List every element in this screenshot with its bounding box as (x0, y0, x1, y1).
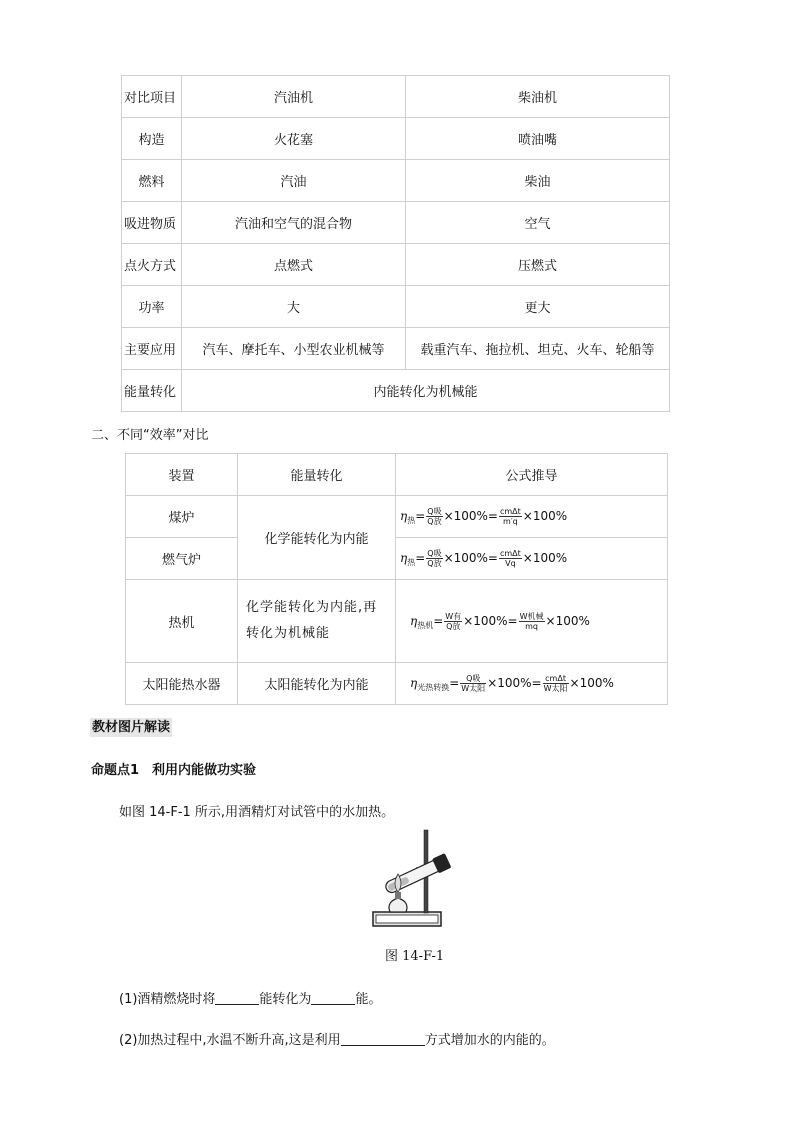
efficiency-comparison-table (125, 453, 668, 705)
fraction: $\frac{\text{cmΔt}}{Vq}$ (499, 549, 521, 568)
table-cell: 太阳能转化为内能 (238, 663, 396, 705)
section-heading: 教材图片解读 (92, 720, 171, 735)
table-cell: 化学能转化为内能 (238, 496, 396, 580)
table-row (126, 496, 668, 538)
table-cell: 热机 (126, 580, 238, 663)
formula-cell: $\eta_热=$ $\frac{\text{Q吸}}{\text{Q放}}$ ×100%= $\frac{\text{cmΔt}}{Vq}$ ×100% (396, 538, 668, 580)
table-row (122, 286, 670, 328)
table-row (126, 538, 668, 580)
fraction: $\frac{\text{Q吸}}{\text{Q放}}$ (427, 507, 442, 526)
table-cell: 化学能转化为内能,再 转化为机械能 (238, 580, 396, 663)
table-cell: 汽车、摩托车、小型农业机械等 (182, 328, 406, 370)
table-cell: 压燃式 (406, 244, 670, 286)
table-row (122, 244, 670, 286)
question-2: (2)加热过程中,水温不断升高,这是利用 方式增加水的内能的。 (119, 1033, 555, 1048)
fraction: $\frac{\text{cmΔt}}{m'q}$ (499, 507, 521, 526)
figure-caption: 图 14-F-1 (385, 949, 445, 964)
question-1: (1)酒精燃烧时将 能转化为 能。 (119, 992, 382, 1007)
diesel-gasoline-comparison-table (121, 75, 670, 412)
table-cell: 汽油和空气的混合物 (182, 202, 406, 244)
formula-cell: $\eta_{热机}=$ $\frac{\text{W有}}{\text{Q放}}$ ×100%= $\frac{\text{W机械}}{mq}$ ×100% (396, 580, 668, 663)
fraction: $\frac{\text{W机械}}{mq}$ (519, 611, 544, 631)
table-cell: 火花塞 (182, 118, 406, 160)
fraction: $\frac{\text{Q吸}}{\text{W太阳}}$ (461, 674, 486, 693)
stand-base-top (376, 915, 438, 923)
formula-cell: $\eta_热=$ $\frac{\text{Q吸}}{\text{Q放}}$ ×100%= $\frac{\text{cmΔt}}{m'q}$ ×100% (396, 496, 668, 538)
table-cell: 喷油嘴 (406, 118, 670, 160)
table-cell: 能量转化 (238, 454, 396, 496)
test-tube (383, 853, 451, 896)
table-row (126, 580, 668, 663)
table-cell: 构造 (122, 118, 182, 160)
intro-paragraph: 如图 14-F-1 所示,用酒精灯对试管中的水加热。 (119, 805, 395, 820)
table-cell: 汽油 (182, 160, 406, 202)
section-title: 二、不同“效率”对比 (91, 428, 209, 443)
table-row (122, 118, 670, 160)
table-cell: 太阳能热水器 (126, 663, 238, 705)
table-cell: 空气 (406, 202, 670, 244)
table-cell: 燃气炉 (126, 538, 238, 580)
alcohol-lamp-figure (370, 828, 460, 930)
table-row (122, 160, 670, 202)
table-cell: 主要应用 (122, 328, 182, 370)
table-row (122, 202, 670, 244)
table-cell: 对比项目 (122, 76, 182, 118)
table-row (126, 663, 668, 705)
table-cell: 柴油机 (406, 76, 670, 118)
table-cell: 汽油机 (182, 76, 406, 118)
answer-blank[interactable] (311, 992, 355, 1005)
table-cell: 载重汽车、拖拉机、坦克、火车、轮船等 (406, 328, 670, 370)
answer-blank[interactable] (341, 1033, 425, 1046)
table-cell: 点燃式 (182, 244, 406, 286)
fraction: $\frac{\text{cmΔt}}{\text{W太阳}}$ (543, 674, 568, 693)
table-header-row (126, 454, 668, 496)
table-header-row (122, 76, 670, 118)
table-cell: 吸进物质 (122, 202, 182, 244)
table-row (122, 328, 670, 370)
topic-heading: 命题点1 利用内能做功实验 (91, 763, 257, 778)
table-cell: 公式推导 (396, 454, 668, 496)
table-cell: 内能转化为机械能 (182, 370, 670, 412)
table-cell: 柴油 (406, 160, 670, 202)
table-cell: 燃料 (122, 160, 182, 202)
table-cell: 功率 (122, 286, 182, 328)
table-row (122, 370, 670, 412)
table-cell: 更大 (406, 286, 670, 328)
table-cell: 装置 (126, 454, 238, 496)
table-cell: 能量转化 (122, 370, 182, 412)
table-cell: 煤炉 (126, 496, 238, 538)
table-cell: 点火方式 (122, 244, 182, 286)
fraction: $\frac{\text{Q吸}}{\text{Q放}}$ (427, 549, 442, 568)
formula-cell: $\eta_{光热转换}=$ $\frac{\text{Q吸}}{\text{W太阳}}$ ×100%= $\frac{\text{cmΔt}}{\text{W太阳}}$ ×100% (396, 663, 668, 705)
lamp-wick (395, 892, 401, 899)
alcohol-lamp (389, 898, 407, 912)
fraction: $\frac{\text{W有}}{\text{Q放}}$ (445, 611, 462, 631)
answer-blank[interactable] (215, 992, 259, 1005)
table-cell: 大 (182, 286, 406, 328)
